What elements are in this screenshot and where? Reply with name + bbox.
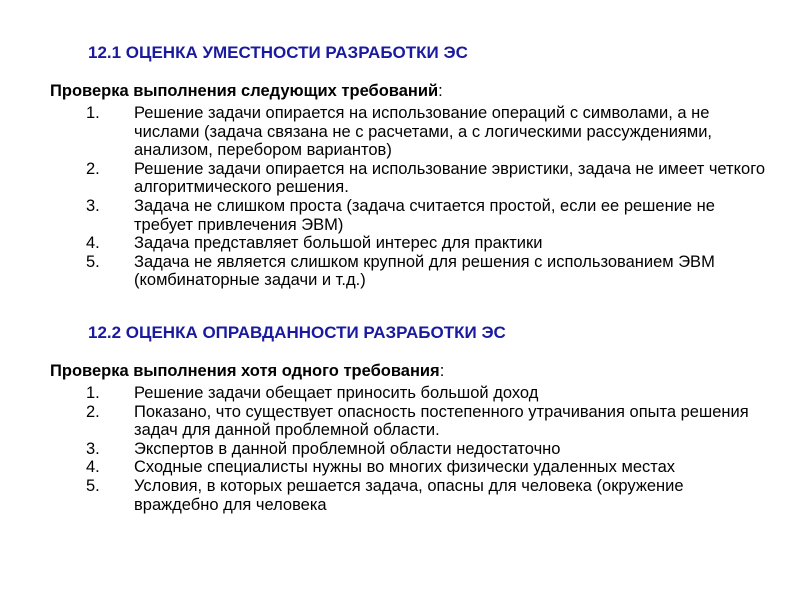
list-item-number: 1. [86, 104, 100, 122]
list-item [50, 440, 770, 459]
list-item-text: Сходные специалисты нужны во многих физически удаленных местах [134, 458, 676, 477]
list-item-text: Задача не является слишком крупной для решения с использованием ЭВМ (комбинаторные задачи и т.д.) [134, 252, 715, 290]
section1-intro [50, 82, 443, 101]
section2-intro-tail: : [439, 362, 445, 380]
list-item-text: Решение задачи обещает приносить большой доход [134, 384, 539, 402]
list-item [50, 197, 770, 234]
list-item-number: 3. [86, 196, 100, 215]
list-item [50, 458, 770, 477]
section1-intro-tail: : [438, 82, 443, 100]
list-item [50, 403, 770, 440]
list-item-number: 1. [86, 384, 100, 402]
list-item-text: Задача не слишком проста (задача считается простой, если ее решение не требует привлечения ЭВМ) [134, 196, 715, 234]
list-item-text: Экспертов в данной проблемной области недостаточно [134, 439, 561, 458]
list-item [50, 253, 770, 290]
list-item [50, 160, 770, 197]
list-item [50, 384, 770, 403]
section2-title: 12.2 ОЦЕНКА ОПРАВДАННОСТИ РАЗРАБОТКИ ЭС [88, 323, 506, 342]
list-item-number: 3. [86, 439, 100, 458]
section1-intro-bold: Проверка выполнения следующих требований [50, 82, 439, 100]
list-item-number: 2. [86, 159, 100, 178]
list-item-text: Задача представляет большой интерес для практики [134, 234, 543, 253]
list-item [50, 104, 770, 160]
list-item-text: Решение задачи опирается на использование эвристики, задача не имеет четкого алгоритмического решения. [134, 159, 766, 197]
list-item-number: 5. [86, 476, 100, 495]
list-item-text: Решение задачи опирается на использование операций с символами, а не числами (задача связана не с расчетами, а с логическими рассуждениями, анализом, перебором вариантов) [134, 104, 713, 160]
section2-list [50, 384, 770, 514]
list-item-number: 4. [86, 458, 100, 477]
list-item-text: Показано, что существует опасность постепенного утрачивания опыта решения задач для данной проблемной области. [134, 402, 749, 440]
section1-list [50, 104, 770, 290]
list-item [50, 477, 770, 514]
list-item-number: 2. [86, 402, 100, 421]
list-item-number: 4. [86, 234, 100, 253]
section2-intro [50, 362, 444, 381]
section1-title: 12.1 ОЦЕНКА УМЕСТНОСТИ РАЗРАБОТКИ ЭС [88, 43, 468, 62]
list-item-number: 5. [86, 252, 100, 271]
list-item-text: Условия, в которых решается задача, опасны для человека (окружение враждебно для человека [134, 476, 684, 514]
list-item [50, 234, 770, 253]
section2-intro-bold: Проверка выполнения хотя одного требования [50, 362, 440, 380]
